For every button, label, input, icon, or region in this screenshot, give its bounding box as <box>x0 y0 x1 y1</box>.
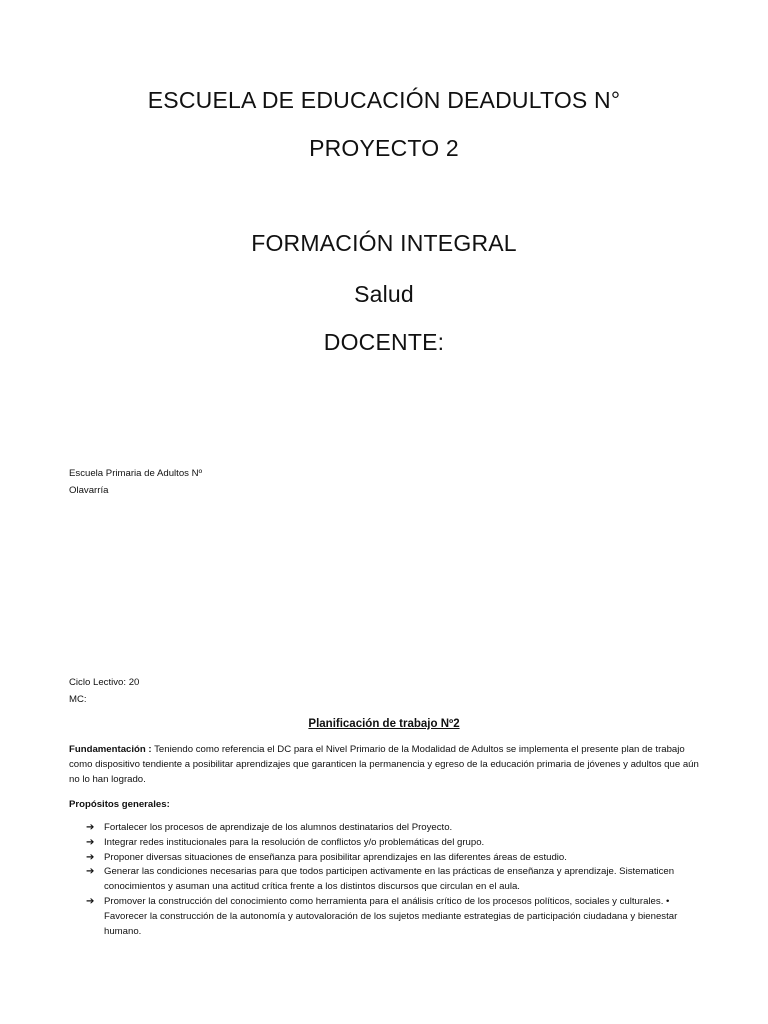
arrow-icon: ➔ <box>86 866 95 878</box>
teacher-label: DOCENTE: <box>323 329 445 355</box>
list-item-text: Promover la construcción del conocimiento como herramienta para el análisis crítico de los procesos políticos, sociales y culturales. • Favorecer la construcción de la autonomía y autovaloración de los sujetos mediante estrategias de participación ciudadana y bienestar humano. <box>104 895 678 937</box>
project-title: PROYECTO 2 <box>309 135 459 161</box>
list-item-text: Fortalecer los procesos de aprendizaje de los alumnos destinatarios del Proyecto. <box>104 822 453 833</box>
list-item <box>86 821 702 836</box>
list-item-text: Proponer diversas situaciones de enseñanza para posibilitar aprendizajes en las diferentes áreas de estudio. <box>104 851 567 863</box>
arrow-icon: ➔ <box>86 851 95 863</box>
list-item-text: Integrar redes institucionales para la resolución de conflictos y/o problemáticas del grupo. <box>104 836 485 848</box>
arrow-icon: ➔ <box>86 836 95 848</box>
list-item <box>86 836 702 851</box>
subject-title: Salud <box>354 281 414 307</box>
list-item <box>86 895 702 939</box>
propositos-heading: Propósitos generales: <box>69 799 170 810</box>
mc-label: MC: <box>69 694 87 705</box>
city-name: Olavarría <box>69 485 109 496</box>
school-name: Escuela Primaria de Adultos Nº <box>69 468 203 479</box>
arrow-icon: ➔ <box>86 822 95 833</box>
fundamentacion-text: Teniendo como referencia el DC para el Nivel Primario de la Modalidad de Adultos se implementa el presente plan de trabajo como dispositivo tendiente a posibilitar aprendizajes que garanticen la permanencia y egreso de la educación primaria de jóvenes y adultos que aún no lo han logrado. <box>69 744 699 785</box>
plan-title: Planificación de trabajo Nº2 <box>308 718 460 730</box>
subject-area-title: FORMACIÓN INTEGRAL <box>251 230 517 256</box>
school-cycle: Ciclo Lectivo: 20 <box>69 677 140 688</box>
fundamentacion-paragraph <box>69 742 701 787</box>
list-item <box>86 865 702 895</box>
list-item <box>86 851 702 866</box>
arrow-icon: ➔ <box>86 895 95 907</box>
school-title: ESCUELA DE EDUCACIÓN DEADULTOS N° <box>147 87 621 113</box>
propositos-list <box>86 821 702 939</box>
list-item-text: Generar las condiciones necesarias para que todos participen activamente en las prácticas de enseñanza y aprendizaje. Sistematicen conocimientos y asuman una actitud crítica frente a los distintos discursos que circulan en el aula. <box>104 866 675 893</box>
fundamentacion-label: Fundamentación : <box>69 744 152 755</box>
